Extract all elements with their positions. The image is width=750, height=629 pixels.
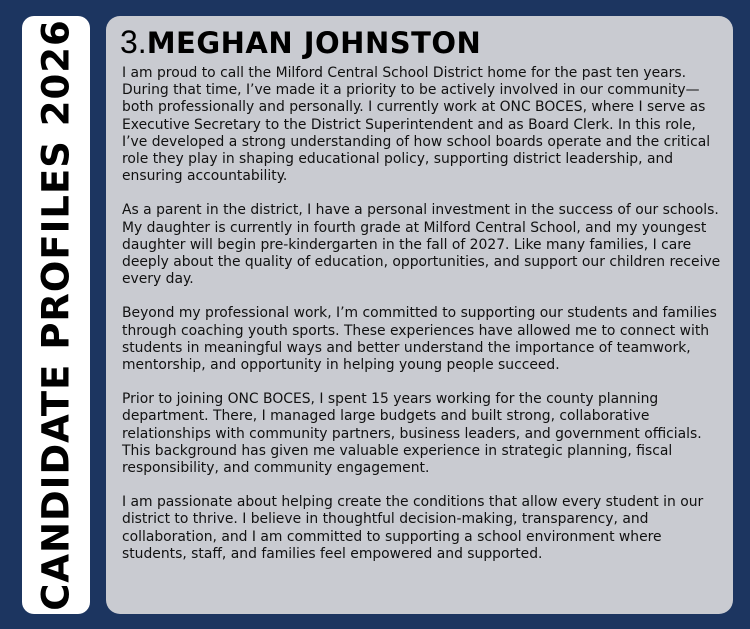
profile-paragraph: I am proud to call the Milford Central School District home for the past ten years. During that time, I’ve made it a priority to be actively involved in our community—both professionally and personally. I currently work at ONC BOCES, where I serve as Executive Secretary to the District Superintendent and as Board Clerk. In this role, I’ve developed a strong understanding of how school boards operate and the critical role they play in shaping educational policy, supporting district leadership, and ensuring accountability. [122, 65, 711, 185]
profile-number: 3. [120, 24, 147, 60]
side-title: CANDIDATE PROFILES 2026 [34, 19, 78, 611]
profile-paragraph: Beyond my professional work, I’m committed to supporting our students and families through coaching youth sports. These experiences have allowed me to connect with students in meaningful ways and better understand the importance of teamwork, mentorship, and opportunity in helping young people succeed. [122, 305, 717, 374]
side-title-tab [22, 16, 90, 614]
profile-body [122, 65, 724, 580]
profile-card [106, 16, 733, 614]
profile-paragraph: Prior to joining ONC BOCES, I spent 15 years working for the county planning department. There, I managed large budgets and built strong, collaborative relationships with community partners, business leaders, and government officials. This background has given me valuable experience in strategic planning, fiscal responsibility, and community engagement. [122, 391, 702, 477]
profile-paragraph: I am passionate about helping create the conditions that allow every student in our district to thrive. I believe in thoughtful decision-making, transparency, and collaboration, and I am committed to supporting a school environment where students, staff, and families feel empowered and supported. [122, 494, 704, 562]
candidate-name: MEGHAN JOHNSTON [146, 26, 482, 60]
profile-heading [120, 24, 481, 61]
profile-paragraph: As a parent in the district, I have a personal investment in the success of our schools. My daughter is currently in fourth grade at Milford Central School, and my youngest daughter will begin pre-kindergarten in the fall of 2027. Like many families, I care deeply about the quality of education, opportunities, and support our children receive every day. [122, 202, 721, 288]
